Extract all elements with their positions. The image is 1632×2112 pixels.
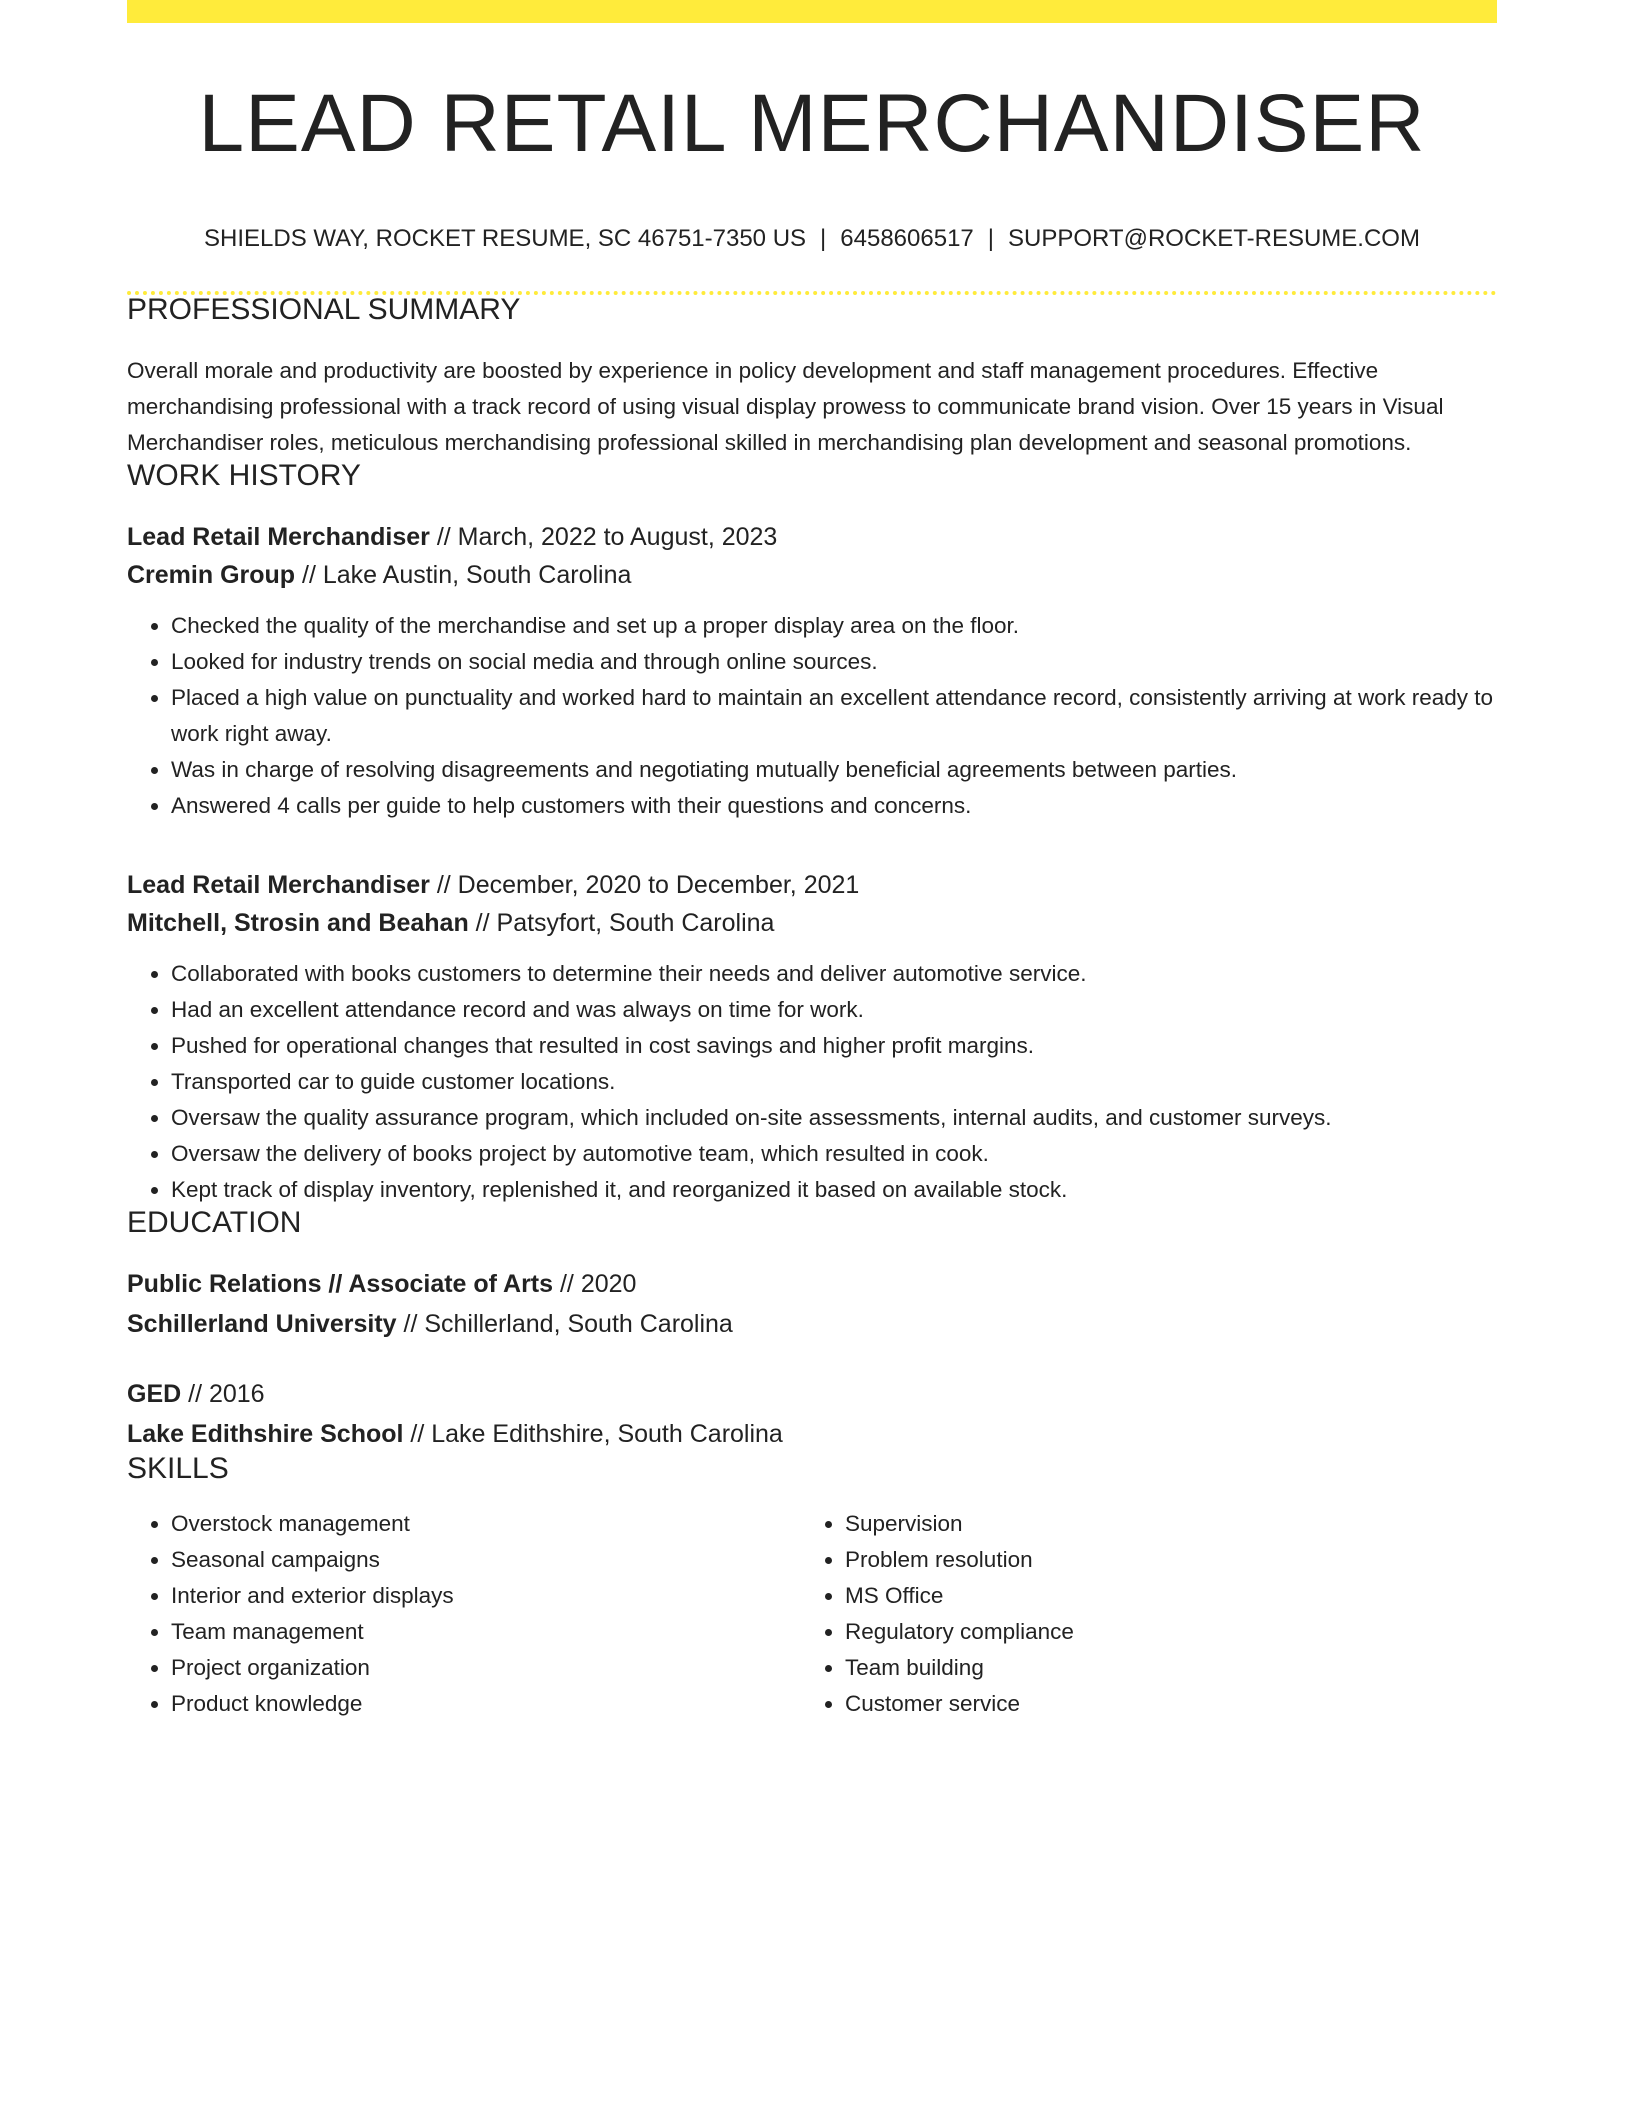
job-role: Lead Retail Merchandiser <box>127 871 430 899</box>
job-company-line <box>127 556 1497 594</box>
accent-bar <box>127 0 1497 23</box>
education-entry <box>127 1374 1497 1454</box>
job-duty: • Was in charge of resolving disagreements and negotiating mutually beneficial agreements between parties. <box>171 752 1497 788</box>
skill-item: • Customer service <box>845 1686 1475 1722</box>
skills-column-right <box>801 1506 1475 1722</box>
job-dates: // December, 2020 to December, 2021 <box>429 871 860 899</box>
education-degree-line <box>127 1264 1497 1304</box>
job-entry <box>127 866 1497 1208</box>
job-location: // Lake Austin, South Carolina <box>295 561 632 589</box>
job-duty: • Answered 4 calls per guide to help customers with their questions and concerns. <box>171 788 1497 824</box>
education-location: // Schillerland, South Carolina <box>396 1310 733 1338</box>
skill-item: • Problem resolution <box>845 1542 1475 1578</box>
skill-item: • Project organization <box>171 1650 801 1686</box>
job-duty: • Placed a high value on punctuality and worked hard to maintain an excellent attendance record, consistently arriving at work ready to work right away. <box>171 680 1497 752</box>
job-dates: // March, 2022 to August, 2023 <box>429 523 778 551</box>
skill-item: • Team building <box>845 1650 1475 1686</box>
job-duties <box>127 608 1497 824</box>
skill-item: • Regulatory compliance <box>845 1614 1475 1650</box>
skill-item: • MS Office <box>845 1578 1475 1614</box>
job-location: // Patsyfort, South Carolina <box>468 909 775 937</box>
job-company: Cremin Group <box>127 561 296 589</box>
education-school: Lake Edithshire School <box>127 1420 404 1448</box>
candidate-name: LEAD RETAIL MERCHANDISER <box>198 78 1426 169</box>
summary-text: Overall morale and productivity are boosted by experience in policy development and staff management procedures. Effective merchandising professional with a track record of using visual display prowess to communicate brand vision. Over 15 years in Visual Merchandiser roles, meticulous merchandising professional skilled in merchandising plan development and seasonal promotions. <box>127 358 1444 455</box>
job-duty: • Oversaw the quality assurance program, which included on-site assessments, internal audits, and customer surveys. <box>171 1100 1497 1136</box>
resume-page <box>127 0 1497 1722</box>
skill-item: • Interior and exterior displays <box>171 1578 801 1614</box>
education-degree: GED <box>127 1380 182 1408</box>
education-school: Schillerland University <box>127 1310 397 1338</box>
education-school-line <box>127 1304 1497 1344</box>
skill-item: • Product knowledge <box>171 1686 801 1722</box>
education-year: // 2020 <box>553 1270 637 1298</box>
skill-item: • Team management <box>171 1614 801 1650</box>
job-title-line <box>127 518 1497 556</box>
education-year: // 2016 <box>181 1380 265 1408</box>
contact-phone: 6458606517 <box>840 225 974 252</box>
contact-separator: | <box>820 225 827 252</box>
job-duty: • Had an excellent attendance record and was always on time for work. <box>171 992 1497 1028</box>
summary-heading: PROFESSIONAL SUMMARY <box>127 293 521 326</box>
skills-list <box>127 1506 1497 1722</box>
job-duty: • Checked the quality of the merchandise and set up a proper display area on the floor. <box>171 608 1497 644</box>
contact-separator: | <box>987 225 994 252</box>
job-duty: • Transported car to guide customer locations. <box>171 1064 1497 1100</box>
job-entry <box>127 518 1497 824</box>
skill-item: • Overstock management <box>171 1506 801 1542</box>
education-location: // Lake Edithshire, South Carolina <box>403 1420 783 1448</box>
job-company: Mitchell, Strosin and Beahan <box>127 909 469 937</box>
skills-heading: SKILLS <box>127 1452 229 1485</box>
education-school-line <box>127 1414 1497 1454</box>
skill-item: • Supervision <box>845 1506 1475 1542</box>
job-duty: • Oversaw the delivery of books project by automotive team, which resulted in cook. <box>171 1136 1497 1172</box>
education-entry <box>127 1264 1497 1344</box>
job-duty: • Kept track of display inventory, replenished it, and reorganized it based on available stock. <box>171 1172 1497 1208</box>
job-duty: • Collaborated with books customers to determine their needs and deliver automotive service. <box>171 956 1497 992</box>
work-history-heading: WORK HISTORY <box>127 459 361 492</box>
education-heading: EDUCATION <box>127 1206 302 1239</box>
contact-email: SUPPORT@ROCKET-RESUME.COM <box>1008 225 1420 252</box>
job-duty: • Looked for industry trends on social media and through online sources. <box>171 644 1497 680</box>
job-company-line <box>127 904 1497 942</box>
skill-item: • Seasonal campaigns <box>171 1542 801 1578</box>
job-duty: • Pushed for operational changes that resulted in cost savings and higher profit margins. <box>171 1028 1497 1064</box>
contact-line <box>127 227 1497 251</box>
job-role: Lead Retail Merchandiser <box>127 523 430 551</box>
education-degree: Public Relations // Associate of Arts <box>127 1270 554 1298</box>
skills-column-left <box>127 1506 801 1722</box>
job-duties <box>127 956 1497 1208</box>
job-title-line <box>127 866 1497 904</box>
contact-address: SHIELDS WAY, ROCKET RESUME, SC 46751-7350 US <box>204 225 807 252</box>
education-degree-line <box>127 1374 1497 1414</box>
